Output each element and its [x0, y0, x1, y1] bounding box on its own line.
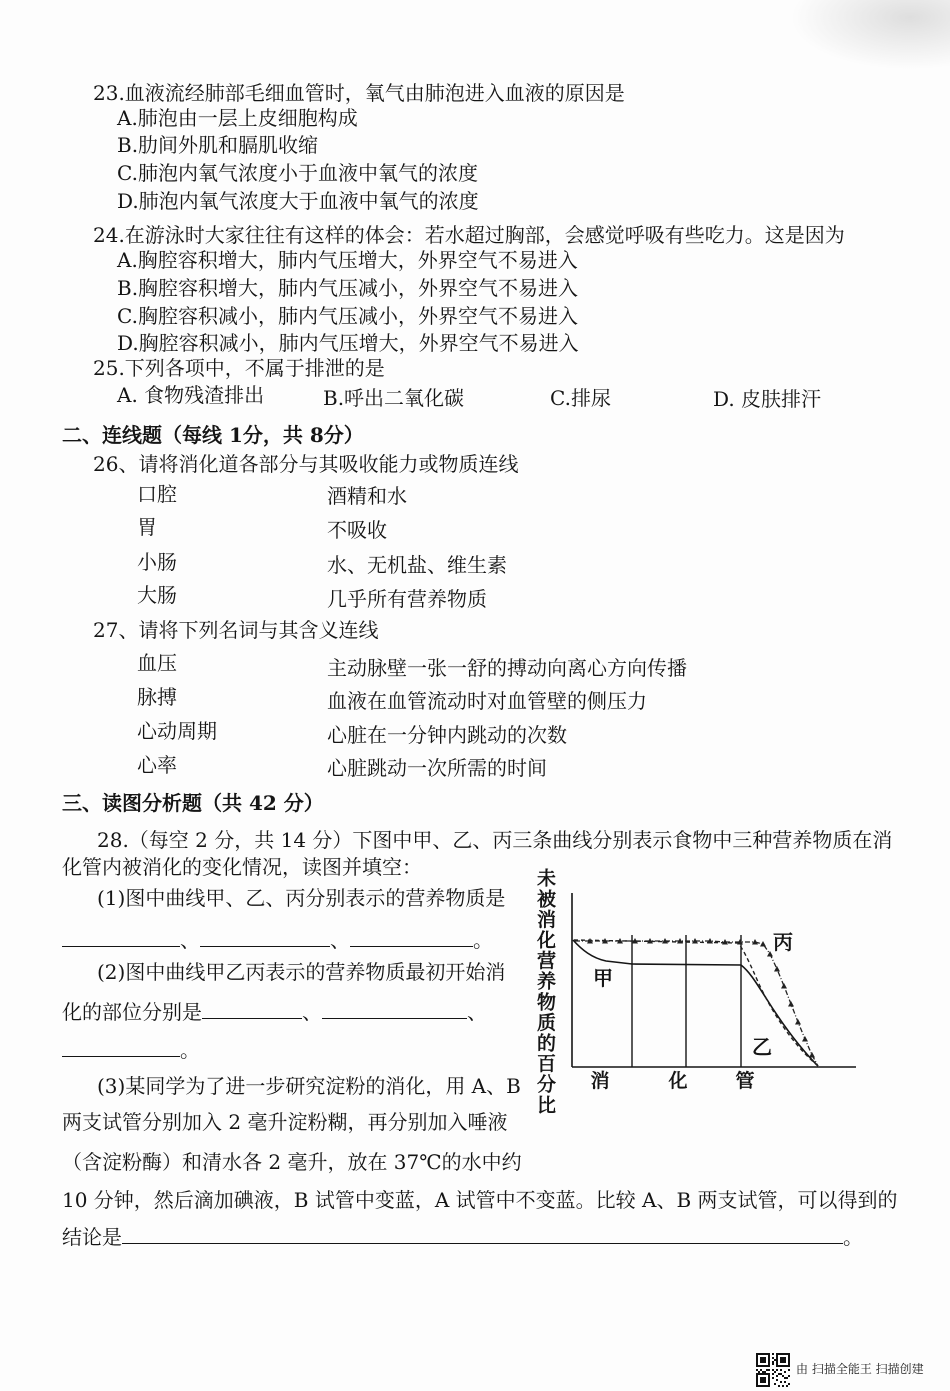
q28-part2-text: (2)图中曲线甲乙丙表示的营养物质最初开始消	[97, 960, 506, 984]
q27-right-item: 心脏跳动一次所需的时间	[327, 756, 547, 780]
q23-option-c: C.肺泡内氧气浓度小于血液中氧气的浓度	[117, 161, 478, 185]
q28-part3-text: 10 分钟，然后滴加碘液，B 试管中变蓝，A 试管中不变蓝。比较 A、B 两支试管，可以得到的	[62, 1188, 898, 1212]
end-mark: 。	[473, 928, 493, 952]
section-3-heading: 三、读图分析题（共 42 分）	[62, 791, 324, 815]
q28-part3-text: （含淀粉酶）和清水各 2 毫升，放在 37℃的水中约	[62, 1150, 522, 1174]
separator-mark: 、	[180, 928, 200, 952]
q28-stem-line: 化管内被消化的变化情况，读图并填空：	[62, 855, 422, 879]
q27-right-item: 主动脉壁一张一舒的搏动向离心方向传播	[327, 656, 687, 680]
scanner-watermark: 由 扫描全能王 扫描创建	[796, 1362, 924, 1376]
q25-option-c: C.排尿	[550, 386, 611, 410]
q24-option-c: C.胸腔容积减小，肺内气压减小，外界空气不易进入	[117, 304, 578, 328]
separator-mark: 、	[467, 1000, 487, 1024]
q23-option-b: B.肋间外肌和膈肌收缩	[117, 133, 319, 157]
answer-blank	[62, 930, 180, 947]
curve-label-yi: 乙	[752, 1035, 772, 1059]
q23-option-d: D.肺泡内氧气浓度大于血液中氧气的浓度	[117, 189, 479, 213]
q28-part1-answer-line	[62, 929, 493, 951]
qr-code-icon	[756, 1353, 790, 1387]
q27-right-item: 心脏在一分钟内跳动的次数	[327, 723, 567, 747]
x-axis-label-char: 消	[590, 1070, 610, 1092]
q25-option-a: A. 食物残渣排出	[117, 383, 265, 407]
q28-part3-conclusion-line	[62, 1226, 863, 1248]
q25-option-b: B.呼出二氧化碳	[323, 386, 465, 410]
curve-jia	[573, 940, 818, 1066]
answer-blank	[122, 1227, 843, 1244]
q28-part3-text: (3)某同学为了进一步研究淀粉的消化，用 A、B	[97, 1074, 521, 1098]
answer-blank	[200, 930, 330, 947]
q26-right-item: 不吸收	[327, 518, 387, 542]
q28-part2-answer-line	[62, 1001, 487, 1023]
q24-option-a: A.胸腔容积增大，肺内气压增大，外界空气不易进入	[117, 248, 578, 272]
curve-bing	[575, 941, 818, 1066]
q24-stem: 24.在游泳时大家往往有这样的体会：若水超过胸部，会感觉呼吸有些吃力。这是因为	[93, 223, 845, 247]
q28-stem-line: 28.（每空 2 分，共 14 分）下图中甲、乙、丙三条曲线分别表示食物中三种营养物质在消	[97, 828, 893, 852]
answer-blank	[350, 930, 473, 947]
curve-yi	[574, 940, 818, 1066]
q27-stem: 27、请将下列名词与其含义连线	[93, 618, 379, 642]
q28-part2-answer-line	[62, 1039, 200, 1061]
section-2-heading: 二、连线题（每线 1分，共 8分）	[62, 423, 364, 447]
q27-right-item: 血液在血管流动时对血管壁的侧压力	[327, 689, 647, 713]
curve-label-jia: 甲	[593, 966, 613, 990]
q28-part3-text: 两支试管分别加入 2 毫升淀粉糊，再分别加入唾液	[62, 1110, 508, 1134]
answer-blank	[202, 1002, 302, 1019]
curve-label-bing: 丙	[773, 930, 793, 954]
q25-stem: 25.下列各项中，不属于排泄的是	[93, 356, 385, 380]
q26-left-item: 大肠	[137, 583, 177, 607]
digestion-curve-figure	[560, 880, 860, 1095]
figure-y-axis-label: 未被消化营养物质的百分比	[534, 868, 556, 1116]
q24-option-b: B.胸腔容积增大，肺内气压减小，外界空气不易进入	[117, 276, 579, 300]
q25-option-d: D. 皮肤排汗	[713, 387, 822, 411]
q24-option-d: D.胸腔容积减小，肺内气压增大，外界空气不易进入	[117, 331, 579, 355]
q23-stem: 23.血液流经肺部毛细血管时，氧气由肺泡进入血液的原因是	[93, 81, 625, 105]
q26-stem: 26、请将消化道各部分与其吸收能力或物质连线	[93, 452, 519, 476]
separator-mark: 、	[302, 1000, 322, 1024]
x-axis-label-char: 管	[735, 1070, 755, 1092]
q26-right-item: 酒精和水	[327, 484, 407, 508]
q26-left-item: 小肠	[137, 550, 177, 574]
answer-blank	[62, 1040, 180, 1057]
end-mark: 。	[843, 1225, 863, 1249]
separator-mark: 、	[330, 928, 350, 952]
q23-option-a: A.肺泡由一层上皮细胞构成	[117, 106, 358, 130]
conclusion-label: 结论是	[62, 1225, 122, 1249]
q28-part1-text: (1)图中曲线甲、乙、丙分别表示的营养物质是	[97, 886, 506, 910]
answer-blank	[322, 1002, 467, 1019]
q27-left-item: 血压	[137, 651, 177, 675]
scan-shadow	[790, 0, 950, 70]
q27-left-item: 心动周期	[137, 719, 217, 743]
q27-left-item: 脉搏	[137, 685, 177, 709]
x-axis-label-char: 化	[668, 1070, 688, 1092]
q26-right-item: 几乎所有营养物质	[327, 587, 487, 611]
q26-right-item: 水、无机盐、维生素	[327, 553, 507, 577]
q26-left-item: 口腔	[137, 482, 177, 506]
q26-left-item: 胃	[137, 515, 157, 539]
q27-left-item: 心率	[137, 753, 177, 777]
q28-part2-text: 化的部位分别是	[62, 1000, 202, 1024]
end-mark: 。	[180, 1038, 200, 1062]
